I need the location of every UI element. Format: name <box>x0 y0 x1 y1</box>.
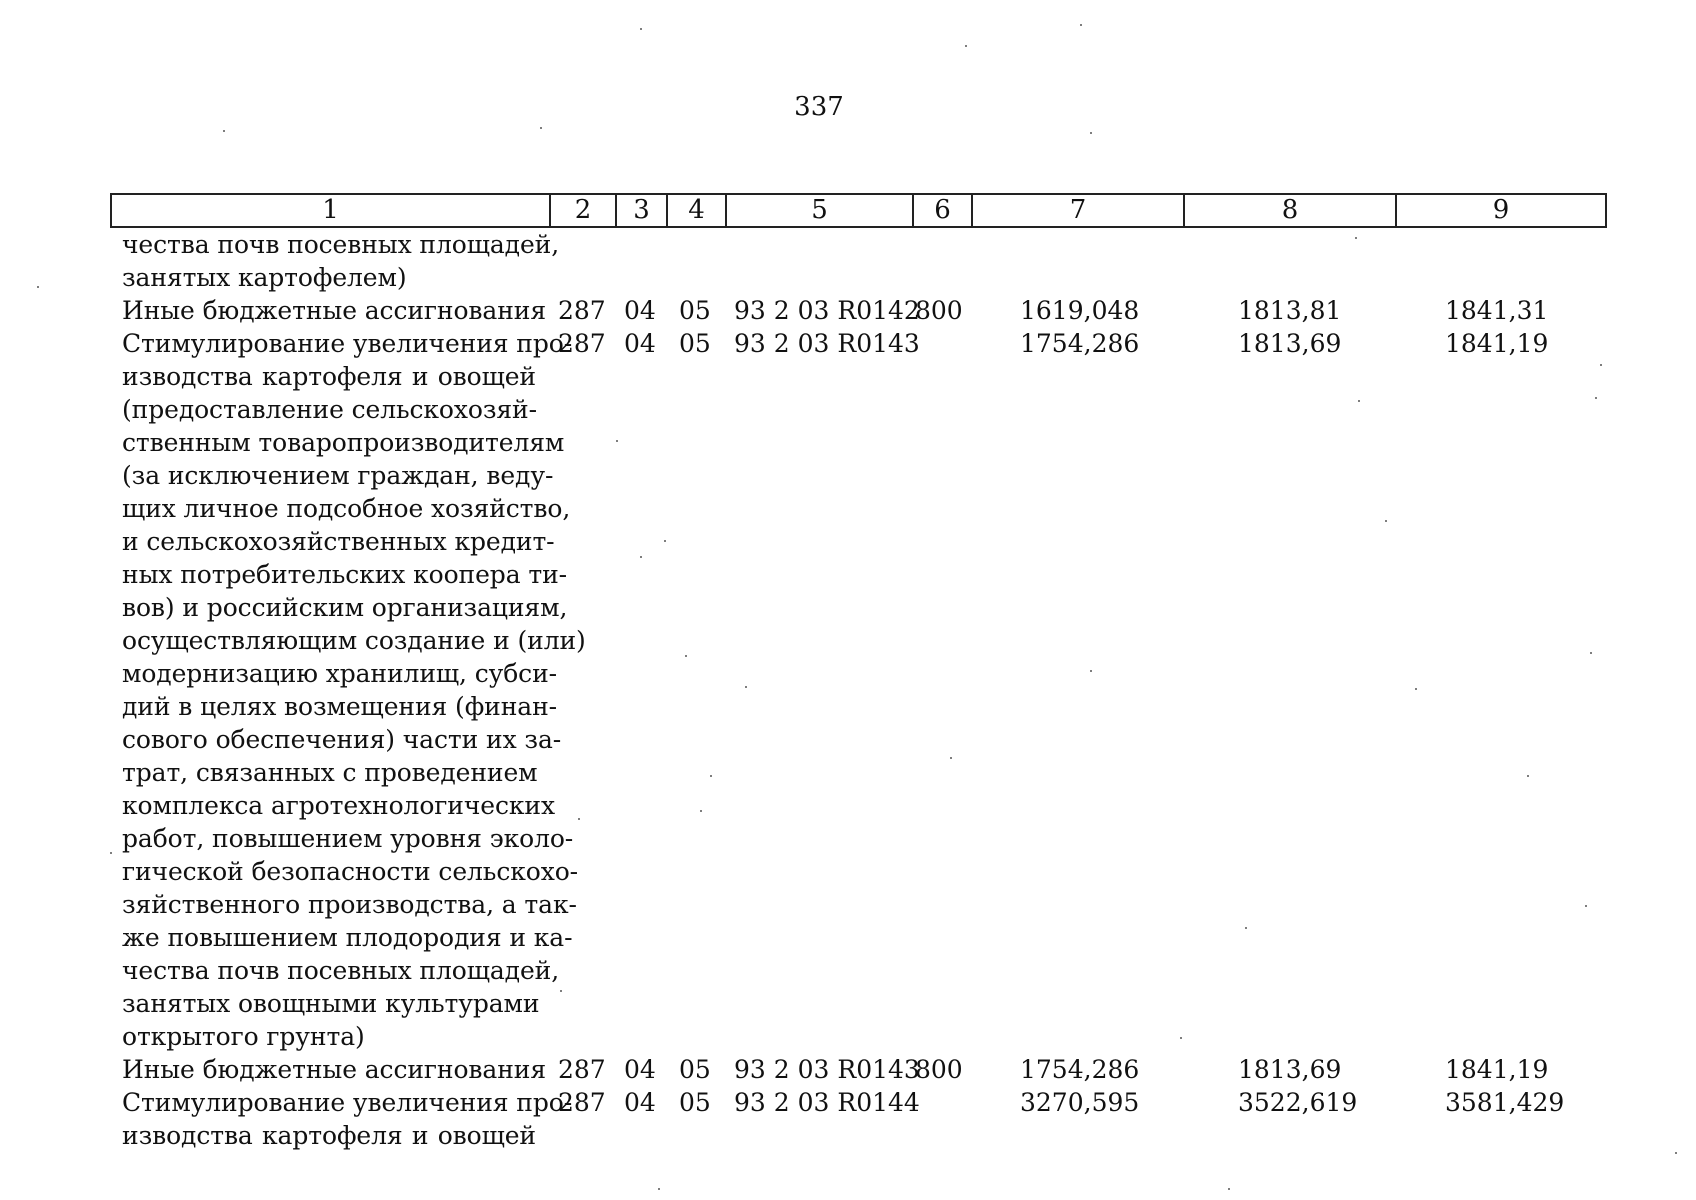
cell-amount-8: 1813,69 <box>1238 1055 1342 1084</box>
cell-code-3: 04 <box>624 1088 656 1117</box>
scan-speck <box>1385 520 1387 522</box>
description-line: же повышением плодородия и ка- <box>122 923 573 952</box>
scan-speck <box>640 28 642 30</box>
row-description <box>122 1086 573 1152</box>
scan-speck <box>578 818 580 820</box>
header-cell-7: 7 <box>972 194 1184 227</box>
description-line: дий в целях возмещения (финан- <box>122 692 558 721</box>
scan-speck <box>1590 652 1592 654</box>
row-description <box>122 294 546 327</box>
description-line: ственным товаропроизводителям <box>122 428 565 457</box>
description-line: (предоставление сельскохозяй- <box>122 395 537 424</box>
cell-amount-9: 3581,429 <box>1445 1088 1565 1117</box>
scan-speck <box>1245 927 1247 929</box>
scan-speck <box>1180 1037 1182 1039</box>
scan-speck <box>1415 688 1417 690</box>
description-line: Стимулирование увеличения про- <box>122 1088 573 1117</box>
cell-code-6: 800 <box>915 296 963 325</box>
cell-code-5: 93 2 03 R0142 <box>734 296 920 325</box>
cell-code-6: 800 <box>915 1055 963 1084</box>
scan-speck <box>223 130 225 132</box>
cell-code-5: 93 2 03 R0143 <box>734 329 920 358</box>
scan-speck <box>37 286 39 288</box>
cell-amount-7: 1754,286 <box>1020 1055 1140 1084</box>
scan-speck <box>965 45 967 47</box>
cell-amount-7: 1619,048 <box>1020 296 1140 325</box>
header-cell-1: 1 <box>111 194 550 227</box>
description-line: изводства картофеля и овощей <box>122 362 536 391</box>
scan-speck <box>640 556 642 558</box>
header-cell-2: 2 <box>550 194 616 227</box>
scan-speck <box>1358 400 1360 402</box>
cell-code-3: 04 <box>624 296 656 325</box>
cell-code-2: 287 <box>558 296 606 325</box>
description-line: зяйственного производства, а так- <box>122 890 577 919</box>
header-cell-4: 4 <box>667 194 726 227</box>
description-line: изводства картофеля и овощей <box>122 1121 536 1150</box>
scan-speck <box>745 686 747 688</box>
description-line: трат, связанных с проведением <box>122 758 538 787</box>
scan-speck <box>1228 1188 1230 1190</box>
cell-amount-7: 1754,286 <box>1020 329 1140 358</box>
description-line: работ, повышением уровня эколо- <box>122 824 574 853</box>
scan-speck <box>1527 775 1529 777</box>
cell-code-4: 05 <box>679 1088 711 1117</box>
cell-code-4: 05 <box>679 1055 711 1084</box>
cell-amount-8: 1813,81 <box>1238 296 1342 325</box>
scan-speck <box>1090 670 1092 672</box>
scan-speck <box>700 810 702 812</box>
cell-amount-9: 1841,31 <box>1445 296 1549 325</box>
page-number: 337 <box>794 92 844 122</box>
description-line: (за исключением граждан, веду- <box>122 461 554 490</box>
header-cell-5: 5 <box>726 194 913 227</box>
scan-speck <box>560 990 562 992</box>
cell-amount-9: 1841,19 <box>1445 329 1549 358</box>
cell-code-2: 287 <box>558 329 606 358</box>
scan-speck <box>710 775 712 777</box>
row-description <box>122 1053 546 1086</box>
description-line: комплекса агротехнологических <box>122 791 555 820</box>
scan-speck <box>616 440 618 442</box>
cell-amount-7: 3270,595 <box>1020 1088 1140 1117</box>
scan-speck <box>950 757 952 759</box>
header-cell-8: 8 <box>1184 194 1396 227</box>
header-cell-3: 3 <box>616 194 667 227</box>
description-line: осуществляющим создание и (или) <box>122 626 586 655</box>
header-cell-6: 6 <box>913 194 972 227</box>
description-line: Иные бюджетные ассигнования <box>122 1055 546 1084</box>
description-line: и сельскохозяйственных кредит- <box>122 527 555 556</box>
cell-code-5: 93 2 03 R0143 <box>734 1055 920 1084</box>
scan-speck <box>664 540 666 542</box>
description-line: щих личное подсобное хозяйство, <box>122 494 571 523</box>
cell-amount-8: 3522,619 <box>1238 1088 1358 1117</box>
cell-code-2: 287 <box>558 1055 606 1084</box>
cell-code-3: 04 <box>624 1055 656 1084</box>
scan-speck <box>1595 397 1597 399</box>
scan-speck <box>110 852 112 854</box>
scan-speck <box>540 127 542 129</box>
scan-speck <box>1675 1152 1677 1154</box>
description-line: занятых овощными культурами <box>122 989 540 1018</box>
scan-speck <box>1080 24 1082 26</box>
row-description <box>122 228 560 294</box>
description-line: чества почв посевных площадей, <box>122 956 560 985</box>
description-line: открытого грунта) <box>122 1022 365 1051</box>
scan-speck <box>1355 237 1357 239</box>
description-line: занятых картофелем) <box>122 263 407 292</box>
cell-code-2: 287 <box>558 1088 606 1117</box>
cell-code-4: 05 <box>679 296 711 325</box>
description-line: гической безопасности сельскохо- <box>122 857 578 886</box>
description-line: ных потребительских коопера ти- <box>122 560 567 589</box>
cell-amount-9: 1841,19 <box>1445 1055 1549 1084</box>
cell-code-5: 93 2 03 R0144 <box>734 1088 920 1117</box>
description-line: Стимулирование увеличения про- <box>122 329 573 358</box>
cell-code-4: 05 <box>679 329 711 358</box>
scan-speck <box>1600 364 1602 366</box>
description-line: модернизацию хранилищ, субси- <box>122 659 557 688</box>
scan-speck <box>1585 905 1587 907</box>
cell-amount-8: 1813,69 <box>1238 329 1342 358</box>
scan-speck <box>685 655 687 657</box>
description-line: Иные бюджетные ассигнования <box>122 296 546 325</box>
scan-speck <box>658 1188 660 1190</box>
cell-code-3: 04 <box>624 329 656 358</box>
description-line: вов) и российским организациям, <box>122 593 568 622</box>
header-cell-9: 9 <box>1396 194 1606 227</box>
description-line: чества почв посевных площадей, <box>122 230 560 259</box>
scan-speck <box>1090 132 1092 134</box>
description-line: сового обеспечения) части их за- <box>122 725 562 754</box>
